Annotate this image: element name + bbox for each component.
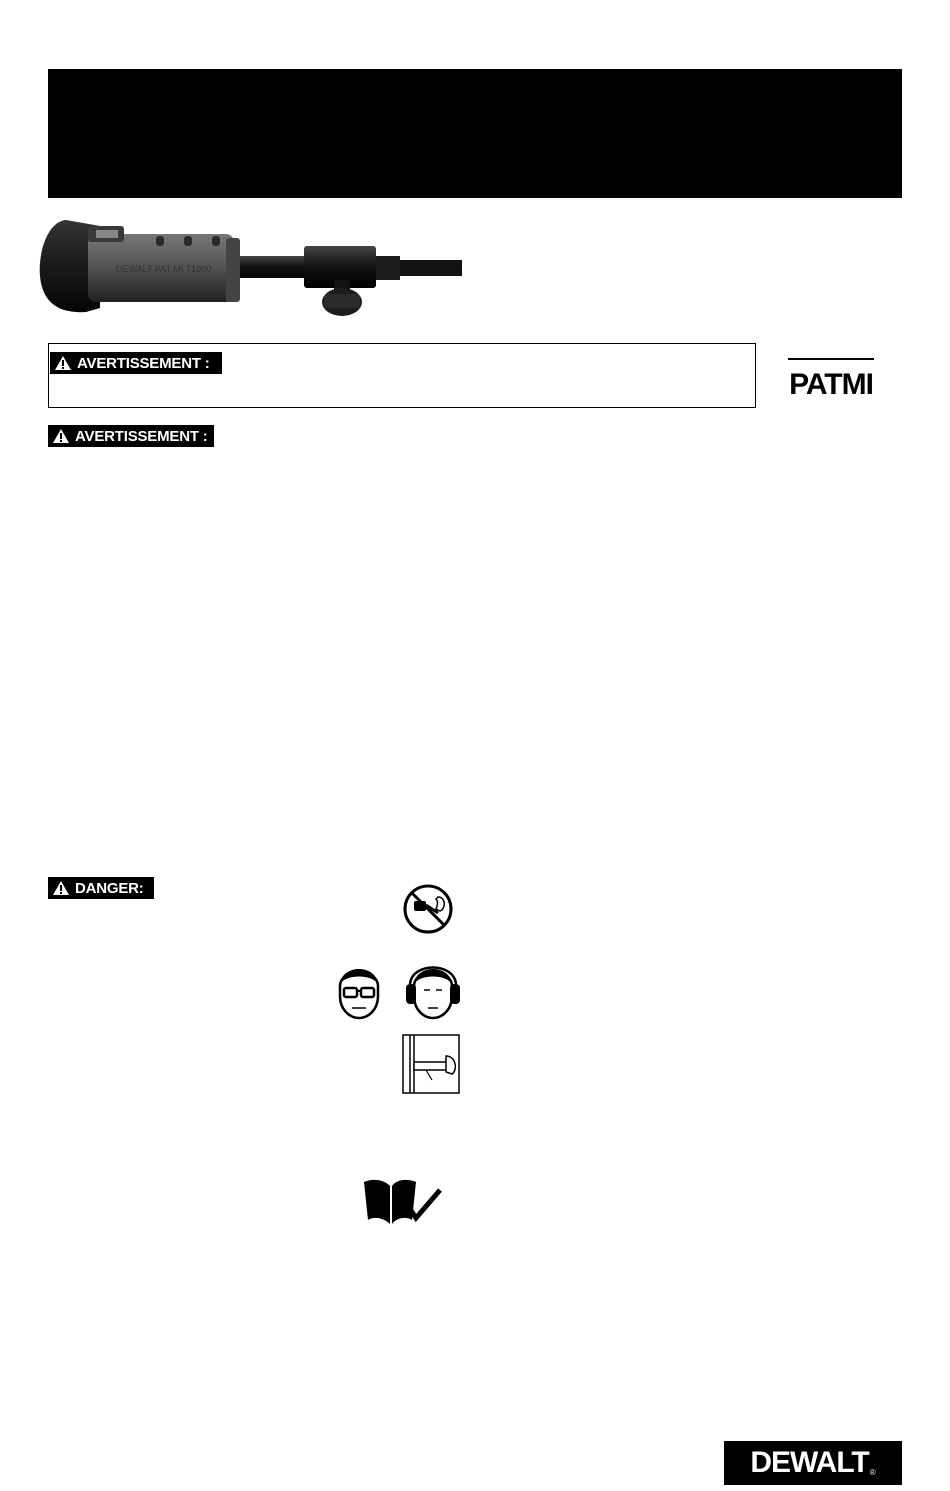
patmi-logo [788, 352, 874, 396]
danger-label: DANGER: [75, 879, 144, 897]
warning-triangle-icon [52, 880, 70, 896]
hearing-protection-face-icon [406, 968, 460, 1019]
hand-on-wall-icon [402, 1034, 460, 1094]
avertissement-badge [48, 425, 214, 447]
avertissement-label: AVERTISSEMENT : [75, 427, 208, 445]
dewalt-logo-text: DEWALT [750, 1446, 869, 1479]
avertissement-badge-boxed [50, 352, 222, 374]
dewalt-logo [724, 1441, 902, 1485]
read-manual-icon [362, 1176, 444, 1226]
powder-actuated-tool-image [36, 216, 466, 322]
patmi-logo-text: PATMI [789, 368, 873, 396]
no-hand-over-muzzle-icon [402, 883, 454, 935]
tool-engraving-text: DEWALT PAT MI T1000 [116, 264, 212, 274]
warning-triangle-icon [54, 355, 72, 371]
header-band [48, 69, 902, 198]
warning-triangle-icon [52, 428, 70, 444]
eye-and-hearing-protection-icon [334, 960, 462, 1020]
eye-protection-face-icon [340, 969, 378, 1018]
danger-badge [48, 877, 154, 899]
registered-mark: ® [869, 1468, 876, 1477]
avertissement-label: AVERTISSEMENT : [77, 354, 210, 372]
